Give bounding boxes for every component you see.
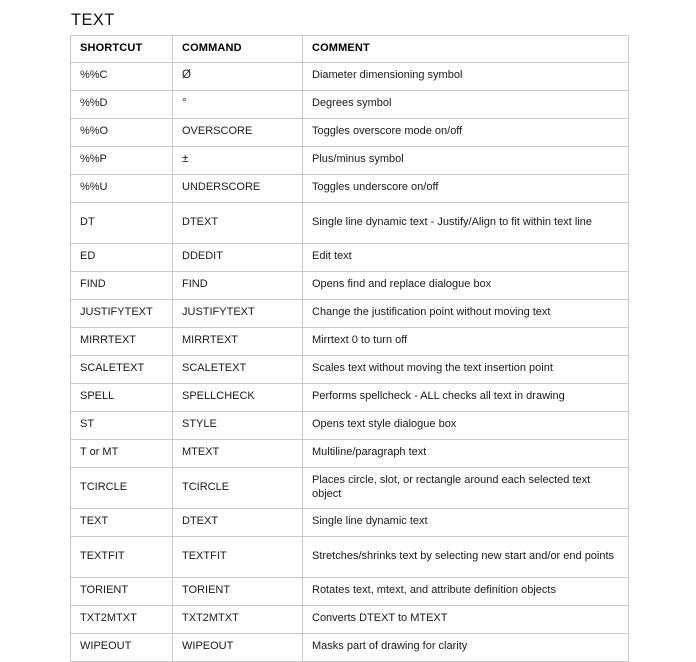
cell-shortcut: TEXTFIT	[71, 536, 173, 577]
cell-command: ±	[173, 146, 303, 174]
table-row	[71, 467, 629, 508]
cell-shortcut: TEXT	[71, 508, 173, 536]
cell-shortcut: T or MT	[71, 439, 173, 467]
cell-command: MIRRTEXT	[173, 327, 303, 355]
table-row	[71, 577, 629, 605]
cell-shortcut: %%O	[71, 118, 173, 146]
cell-command: STYLE	[173, 411, 303, 439]
column-header-shortcut: SHORTCUT	[71, 36, 173, 63]
cell-comment: Plus/minus symbol	[303, 146, 629, 174]
cell-shortcut: DT	[71, 202, 173, 243]
cell-shortcut: TCIRCLE	[71, 467, 173, 508]
cell-shortcut: TORIENT	[71, 577, 173, 605]
table-row	[71, 439, 629, 467]
cell-comment: Stretches/shrinks text by selecting new start and/or end points	[303, 536, 629, 577]
cell-shortcut: TXT2MTXT	[71, 605, 173, 633]
table-row	[71, 299, 629, 327]
cell-comment: Masks part of drawing for clarity	[303, 633, 629, 661]
table-row	[71, 536, 629, 577]
table-row	[71, 271, 629, 299]
cell-command: DTEXT	[173, 202, 303, 243]
cell-command: Ø	[173, 62, 303, 90]
cell-comment: Converts DTEXT to MTEXT	[303, 605, 629, 633]
cell-shortcut: ST	[71, 411, 173, 439]
cell-command: UNDERSCORE	[173, 174, 303, 202]
cell-shortcut: %%C	[71, 62, 173, 90]
table-row	[71, 383, 629, 411]
cell-shortcut: SPELL	[71, 383, 173, 411]
cell-comment: Places circle, slot, or rectangle around each selected text object	[303, 467, 629, 508]
table-row	[71, 633, 629, 661]
cell-shortcut: FIND	[71, 271, 173, 299]
cell-command: DTEXT	[173, 508, 303, 536]
cell-comment: Performs spellcheck - ALL checks all text in drawing	[303, 383, 629, 411]
cell-shortcut: JUSTIFYTEXT	[71, 299, 173, 327]
cell-command: MTEXT	[173, 439, 303, 467]
cell-comment: Mirrtext 0 to turn off	[303, 327, 629, 355]
table-row	[71, 174, 629, 202]
cell-command: WIPEOUT	[173, 633, 303, 661]
cell-comment: Change the justification point without moving text	[303, 299, 629, 327]
page-title: TEXT	[71, 11, 115, 29]
cell-comment: Toggles overscore mode on/off	[303, 118, 629, 146]
cell-shortcut: %%D	[71, 90, 173, 118]
cell-comment: Opens text style dialogue box	[303, 411, 629, 439]
cell-comment: Diameter dimensioning symbol	[303, 62, 629, 90]
cell-comment: Edit text	[303, 243, 629, 271]
cell-command: DDEDIT	[173, 243, 303, 271]
table-row	[71, 508, 629, 536]
table-header	[71, 36, 629, 63]
table-row	[71, 118, 629, 146]
table-row	[71, 146, 629, 174]
table-row	[71, 62, 629, 90]
cell-command: °	[173, 90, 303, 118]
cell-shortcut: ED	[71, 243, 173, 271]
cell-shortcut: SCALETEXT	[71, 355, 173, 383]
cell-command: SCALETEXT	[173, 355, 303, 383]
cell-comment: Single line dynamic text	[303, 508, 629, 536]
table-body	[71, 62, 629, 661]
cell-command: JUSTIFYTEXT	[173, 299, 303, 327]
table-row	[71, 202, 629, 243]
table-row	[71, 355, 629, 383]
table-row	[71, 90, 629, 118]
cell-command: SPELLCHECK	[173, 383, 303, 411]
cell-command: TORIENT	[173, 577, 303, 605]
cell-command: TCIRCLE	[173, 467, 303, 508]
cell-comment: Degrees symbol	[303, 90, 629, 118]
column-header-comment: COMMENT	[303, 36, 629, 63]
cell-shortcut: WIPEOUT	[71, 633, 173, 661]
cell-comment: Toggles underscore on/off	[303, 174, 629, 202]
cell-command: OVERSCORE	[173, 118, 303, 146]
cell-comment: Single line dynamic text - Justify/Align to fit within text line	[303, 202, 629, 243]
column-header-command: COMMAND	[173, 36, 303, 63]
cell-comment: Rotates text, mtext, and attribute definition objects	[303, 577, 629, 605]
cell-shortcut: MIRRTEXT	[71, 327, 173, 355]
cell-shortcut: %%U	[71, 174, 173, 202]
cell-command: TXT2MTXT	[173, 605, 303, 633]
cell-comment: Multiline/paragraph text	[303, 439, 629, 467]
table-row	[71, 605, 629, 633]
cell-command: FIND	[173, 271, 303, 299]
shortcut-reference-table	[70, 35, 629, 662]
table-row	[71, 243, 629, 271]
cell-shortcut: %%P	[71, 146, 173, 174]
table-row	[71, 411, 629, 439]
table-row	[71, 327, 629, 355]
cell-command: TEXTFIT	[173, 536, 303, 577]
cell-comment: Opens find and replace dialogue box	[303, 271, 629, 299]
table-header-row	[71, 36, 629, 63]
cell-comment: Scales text without moving the text insertion point	[303, 355, 629, 383]
